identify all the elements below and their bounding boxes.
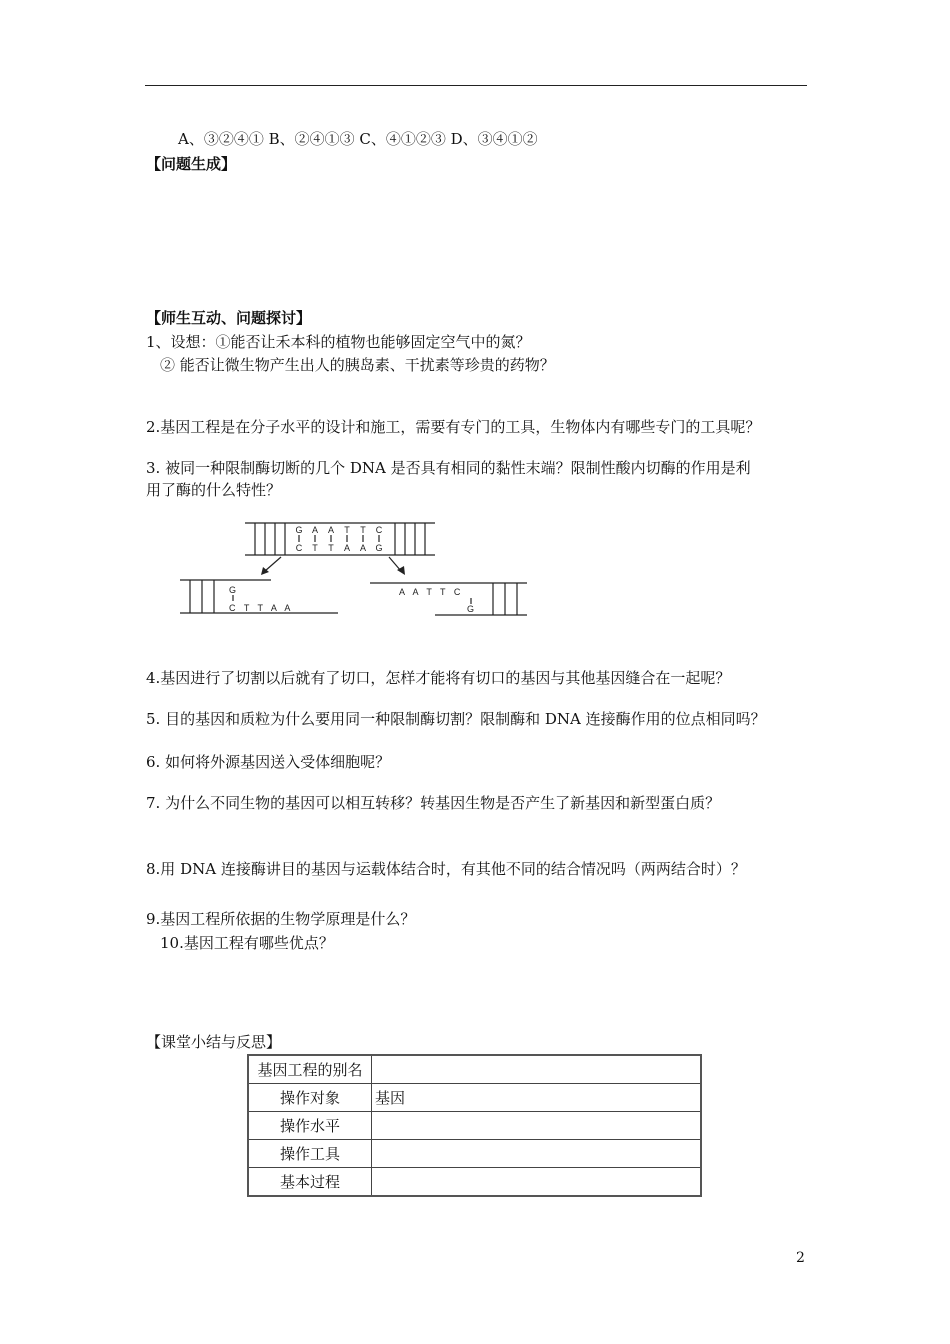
base-bottom-3: T xyxy=(328,543,334,553)
base-bottom-5: A xyxy=(359,543,367,553)
base-top-5: T xyxy=(360,525,366,535)
header-rule xyxy=(145,85,807,86)
question-1b: ② 能否让微生物产生出人的胰岛素、干扰素等珍贵的药物？ xyxy=(160,356,555,374)
base-bottom-6: G xyxy=(375,543,383,553)
table-row xyxy=(248,1140,701,1168)
table-value xyxy=(372,1140,702,1168)
right-sticky-top: A A T T C xyxy=(399,587,464,597)
table-key: 基因工程的别名 xyxy=(248,1055,372,1084)
sticky-end-diagram xyxy=(175,515,535,625)
question-6: 6. 如何将外源基因送入受体细胞呢？ xyxy=(146,753,391,771)
answer-options: A、③②④① B、②④①③ C、④①②③ D、③④①② xyxy=(178,130,538,148)
question-3a: 3. 被同一种限制酶切断的几个 DNA 是否具有相同的黏性末端？限制性酸内切酶的作用是利 xyxy=(146,459,751,477)
table-row xyxy=(248,1084,701,1112)
page-number: 2 xyxy=(796,1250,805,1266)
table-row xyxy=(248,1168,701,1197)
base-top-3: A xyxy=(327,525,335,535)
question-3b: 用了酶的什么特性？ xyxy=(146,481,282,499)
base-bottom-4: A xyxy=(343,543,351,553)
question-10: 10.基因工程有哪些优点？ xyxy=(160,934,334,952)
table-value xyxy=(372,1112,702,1140)
table-value: 基因 xyxy=(372,1084,702,1112)
table-key: 基本过程 xyxy=(248,1168,372,1197)
heading-problem-generation: 【问题生成】 xyxy=(146,155,237,173)
table-key: 操作对象 xyxy=(248,1084,372,1112)
table-row xyxy=(248,1112,701,1140)
table-value xyxy=(372,1168,702,1197)
question-7: 7. 为什么不同生物的基因可以相互转移？转基因生物是否产生了新基因和新型蛋白质？ xyxy=(146,794,721,812)
table-key: 操作工具 xyxy=(248,1140,372,1168)
question-2: 2.基因工程是在分子水平的设计和施工，需要有专门的工具，生物体内有哪些专门的工具呢？ xyxy=(146,418,761,436)
question-8: 8.用 DNA 连接酶讲目的基因与运载体结合时，有其他不同的结合情况吗（两两结合时）？ xyxy=(146,860,746,878)
table-key: 操作水平 xyxy=(248,1112,372,1140)
question-5: 5. 目的基因和质粒为什么要用同一种限制酶切割？限制酶和 DNA 连接酶作用的位点相同吗？ xyxy=(146,710,766,728)
base-top-4: T xyxy=(344,525,350,535)
summary-table xyxy=(247,1054,702,1197)
heading-summary: 【课堂小结与反思】 xyxy=(146,1033,282,1051)
base-top-1: G xyxy=(295,525,303,535)
question-9: 9.基因工程所依据的生物学原理是什么？ xyxy=(146,910,416,928)
base-top-2: A xyxy=(311,525,319,535)
base-top-6: C xyxy=(375,525,383,535)
base-bottom-2: T xyxy=(312,543,318,553)
table-value xyxy=(372,1055,702,1084)
heading-discussion: 【师生互动、问题探讨】 xyxy=(146,309,312,327)
question-4: 4.基因进行了切割以后就有了切口，怎样才能将有切口的基因与其他基因缝合在一起呢？ xyxy=(146,669,731,687)
table-row xyxy=(248,1055,701,1084)
base-bottom-1: C xyxy=(295,543,303,553)
question-1a: 1、设想：①能否让禾本科的植物也能够固定空气中的氮？ xyxy=(146,333,531,351)
left-sticky-top: G xyxy=(229,585,237,595)
right-sticky-bottom: G xyxy=(467,604,475,614)
left-sticky-bottom: C T T A A xyxy=(229,603,294,613)
